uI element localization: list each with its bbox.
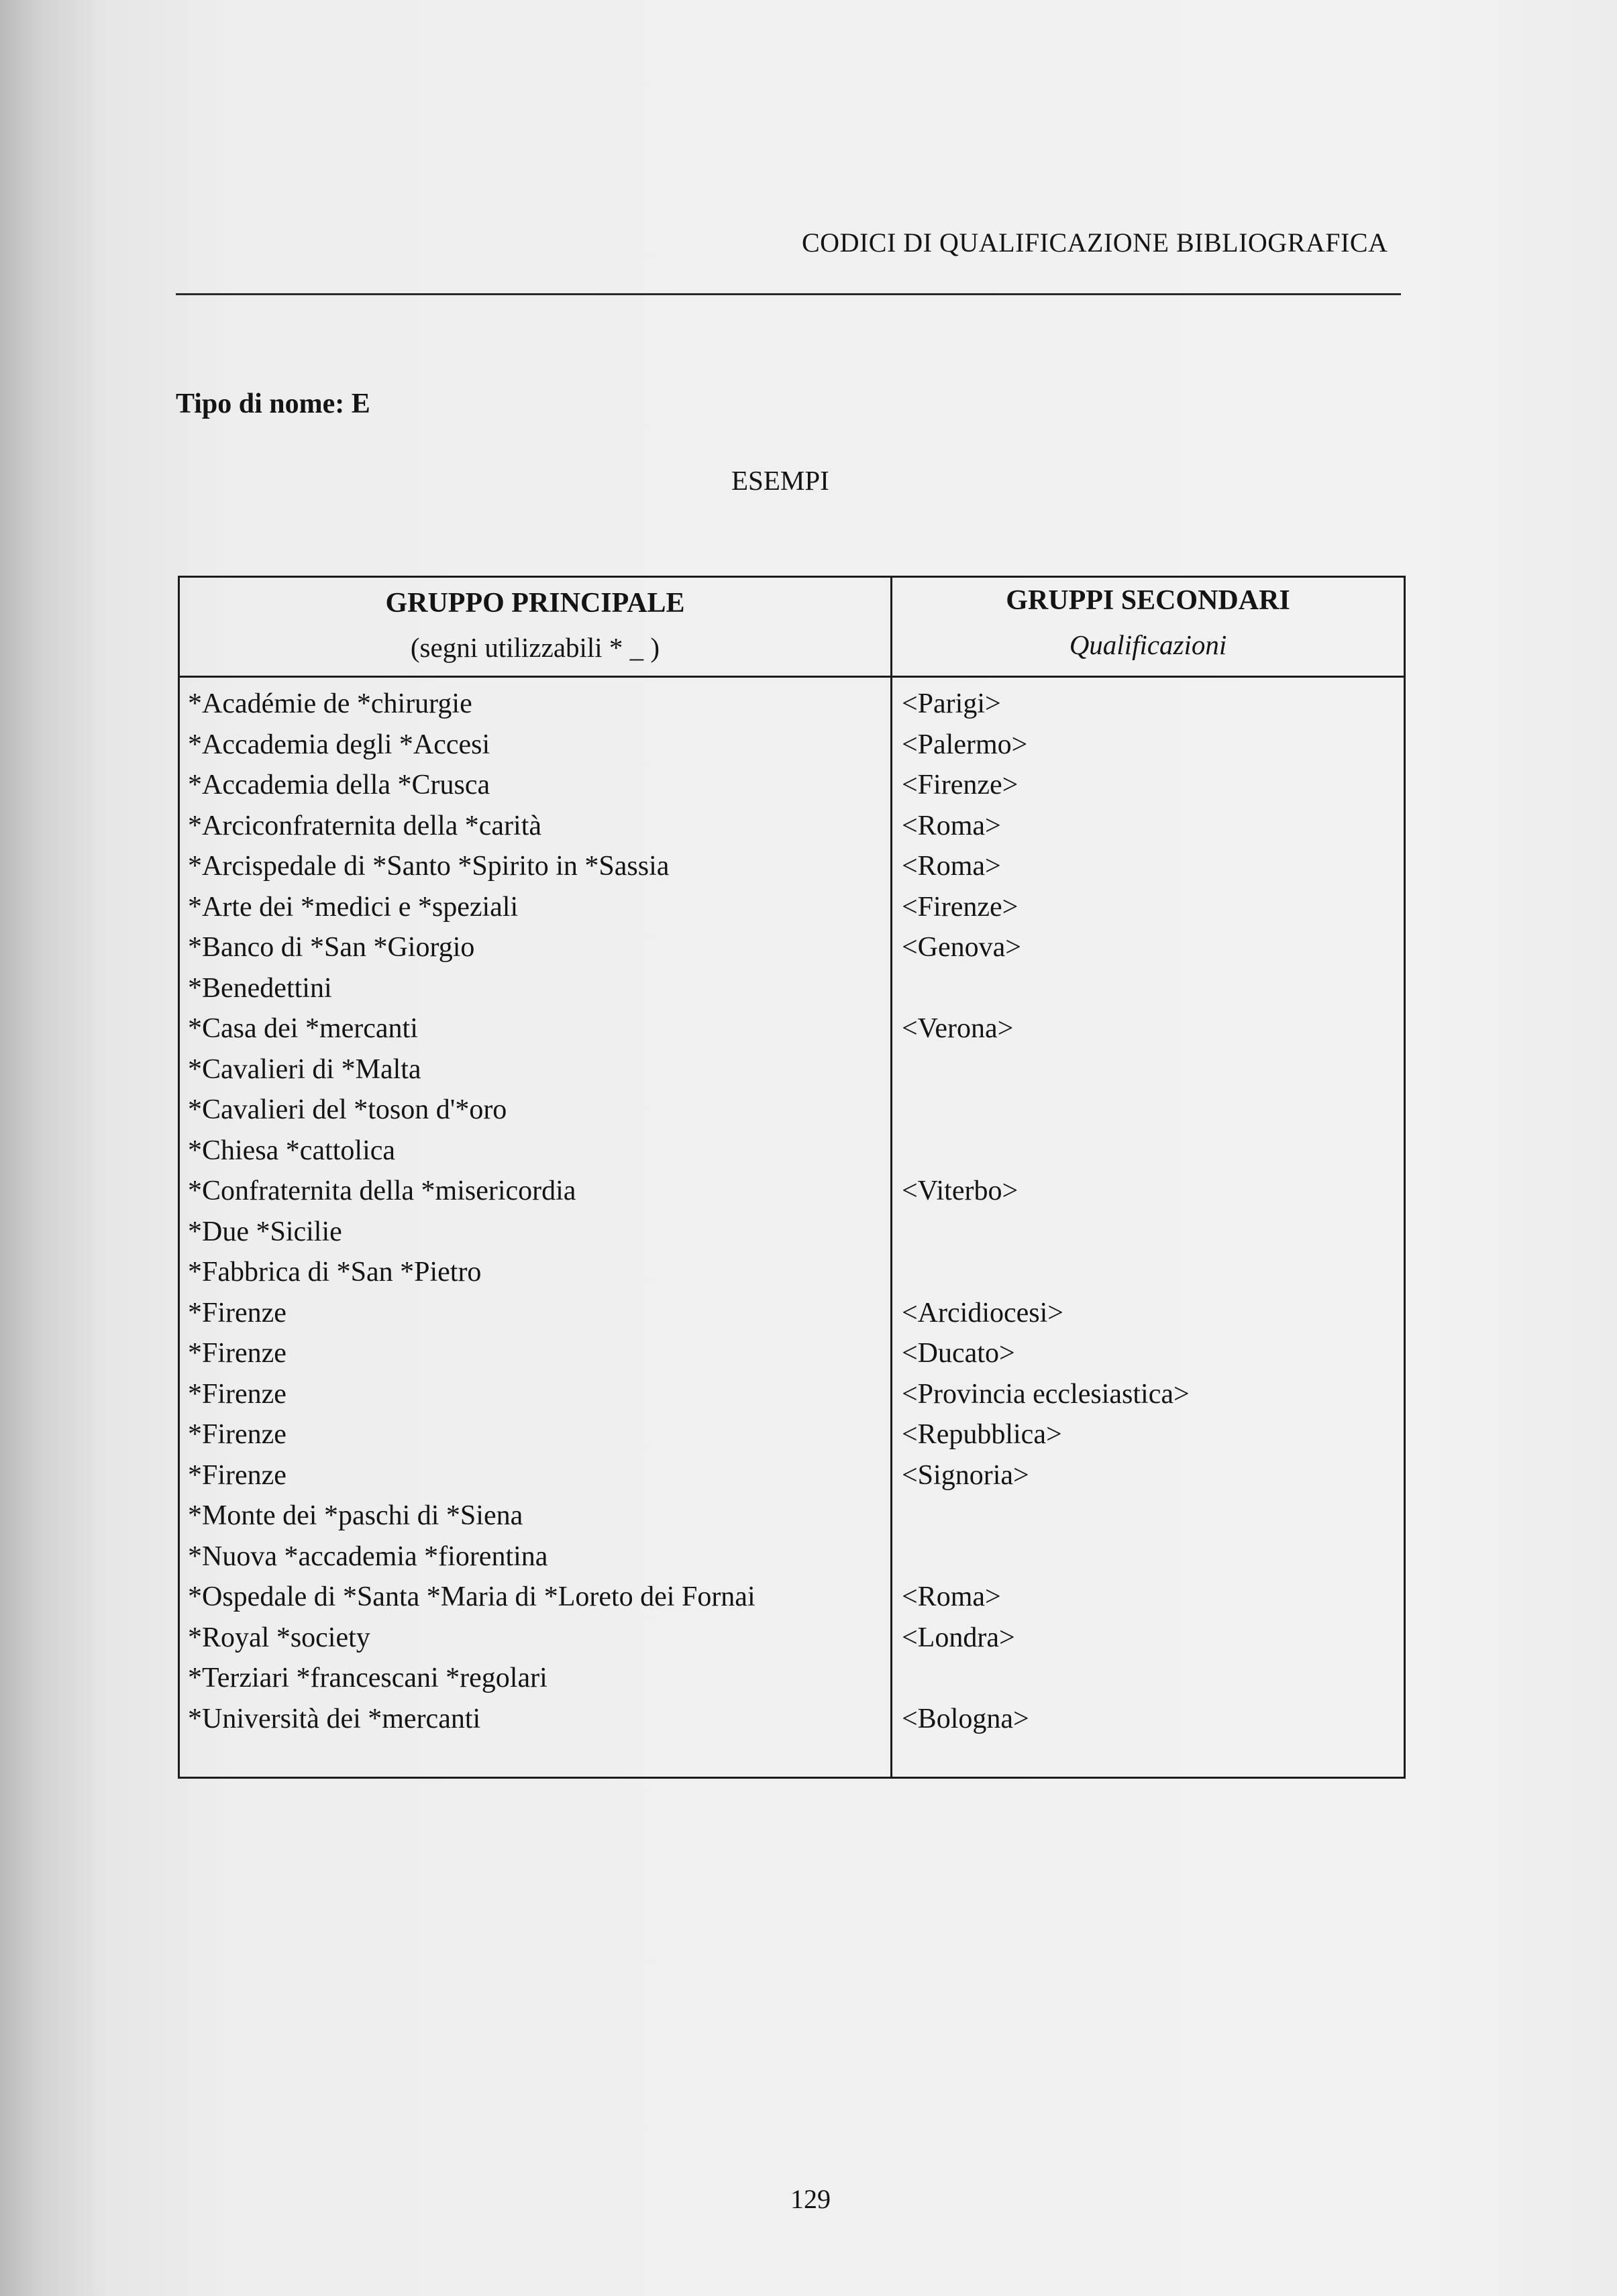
table-row: [180, 1455, 1404, 1496]
main-group-cell: *Chiesa *cattolica: [188, 1135, 396, 1166]
main-group-cell: *Banco di *San *Giorgio: [188, 932, 475, 963]
table-body: [180, 684, 1404, 1739]
main-group-cell: *Académie de *chirurgie: [188, 688, 472, 719]
main-group-cell: *Benedettini: [188, 972, 332, 1004]
main-group-cell: *Confraternita della *misericordia: [188, 1176, 576, 1206]
table-row: [180, 1536, 1404, 1577]
table-row: [180, 1293, 1404, 1334]
table-row: [180, 806, 1404, 847]
table-row: [180, 927, 1404, 968]
qualification-cell: <Ducato>: [902, 1338, 1015, 1369]
table-row: [180, 1008, 1404, 1049]
table-row: [180, 1618, 1404, 1659]
main-group-cell: *Cavalieri del *toson d'*oro: [188, 1094, 507, 1125]
main-group-cell: *Terziari *francescani *regolari: [188, 1663, 547, 1693]
qualification-cell: <Arcidiocesi>: [902, 1297, 1063, 1328]
table-row: [180, 765, 1404, 806]
main-group-cell: *Casa dei *mercanti: [188, 1013, 418, 1044]
qualification-cell: <Bologna>: [902, 1703, 1029, 1734]
table-row: [180, 1699, 1404, 1740]
table-row: [180, 1252, 1404, 1293]
qualification-cell: <Genova>: [902, 932, 1021, 963]
table-row: [180, 725, 1404, 766]
qualification-cell: <Firenze>: [902, 891, 1019, 923]
main-group-header: GRUPPO PRINCIPALE: [385, 588, 685, 619]
table-row: [180, 1333, 1404, 1374]
qualification-cell: <Roma>: [902, 810, 1001, 841]
table-row: [180, 1414, 1404, 1455]
header-divider: [180, 676, 1404, 678]
main-group-cell: *Cavalieri di *Malta: [188, 1053, 421, 1085]
main-group-cell: *Due *Sicilie: [188, 1216, 342, 1247]
qualification-cell: <Parigi>: [902, 688, 1001, 719]
section-title: ESEMPI: [731, 465, 829, 496]
table-row: [180, 1171, 1404, 1212]
table-row: [180, 1131, 1404, 1171]
qualification-cell: <Repubblica>: [902, 1419, 1062, 1450]
table-row: [180, 887, 1404, 928]
table-row: [180, 1212, 1404, 1253]
main-group-cell: *Arte dei *medici e *speziali: [188, 891, 519, 923]
main-group-cell: *Monte dei *paschi di *Siena: [188, 1500, 523, 1531]
page-number: 129: [790, 2184, 831, 2214]
qualification-cell: <Firenze>: [902, 770, 1019, 800]
qualification-cell: <Verona>: [902, 1013, 1014, 1044]
qualification-cell: <Londra>: [902, 1622, 1015, 1653]
table-row: [180, 968, 1404, 1009]
table-row: [180, 1577, 1404, 1618]
main-group-cell: *Nuova *accademia *fiorentina: [188, 1541, 548, 1572]
main-group-cell: *Firenze: [188, 1459, 286, 1491]
main-group-cell: *Accademia degli *Accesi: [188, 729, 490, 760]
table-row: [180, 846, 1404, 887]
main-group-cell: *Università dei *mercanti: [188, 1703, 481, 1734]
secondary-groups-subheader: Qualificazioni: [1069, 629, 1227, 660]
table-row: [180, 1090, 1404, 1131]
main-group-cell: *Ospedale di *Santa *Maria di *Loreto dei Fornai: [188, 1581, 755, 1612]
main-group-cell: *Firenze: [188, 1378, 286, 1410]
secondary-groups-header: GRUPPI SECONDARI: [1006, 585, 1290, 616]
qualification-cell: <Palermo>: [902, 729, 1028, 760]
main-group-cell: *Firenze: [188, 1338, 286, 1369]
qualification-cell: <Roma>: [902, 1581, 1001, 1612]
header-rule: [176, 293, 1401, 295]
main-group-subheader: (segni utilizzabili * _ ): [410, 632, 660, 663]
qualification-cell: <Viterbo>: [902, 1176, 1019, 1206]
table-row: [180, 684, 1404, 725]
main-group-cell: *Arcispedale di *Santo *Spirito in *Sassia: [188, 851, 670, 882]
running-header: CODICI DI QUALIFICAZIONE BIBLIOGRAFICA: [802, 227, 1388, 258]
qualification-cell: <Provincia ecclesiastica>: [902, 1378, 1190, 1410]
main-group-cell: *Fabbrica di *San *Pietro: [188, 1257, 482, 1288]
table-row: [180, 1374, 1404, 1415]
main-group-cell: *Firenze: [188, 1419, 286, 1450]
table-row: [180, 1658, 1404, 1699]
main-group-cell: *Accademia della *Crusca: [188, 770, 490, 800]
main-group-cell: *Arciconfraternita della *carità: [188, 810, 542, 841]
qualification-cell: <Roma>: [902, 851, 1001, 882]
table-row: [180, 1049, 1404, 1090]
type-name-heading: Tipo di nome: E: [176, 388, 370, 419]
table-row: [180, 1496, 1404, 1536]
main-group-cell: *Royal *society: [188, 1622, 370, 1653]
examples-table: [178, 576, 1406, 1779]
qualification-cell: <Signoria>: [902, 1459, 1029, 1491]
main-group-cell: *Firenze: [188, 1297, 286, 1328]
